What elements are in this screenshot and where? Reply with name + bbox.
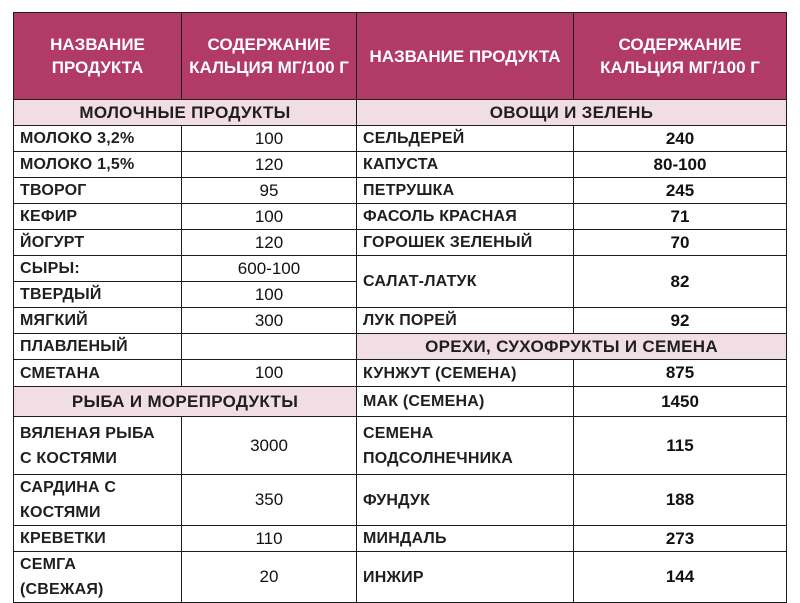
calcium-value: 92 <box>574 308 787 334</box>
product-name: КРЕВЕТКИ <box>14 526 182 552</box>
table-row <box>14 360 787 387</box>
calcium-value: 110 <box>182 526 357 552</box>
table-row <box>14 178 787 204</box>
calcium-value: 120 <box>182 152 357 178</box>
product-name: ТВЕРДЫЙ <box>14 282 182 308</box>
calcium-value: 120 <box>182 230 357 256</box>
table-row <box>14 204 787 230</box>
table-row <box>14 308 787 334</box>
product-name: ПЛАВЛЕНЫЙ <box>14 334 182 360</box>
calcium-value: 350 <box>182 475 357 526</box>
calcium-value: 245 <box>574 178 787 204</box>
product-name: САРДИНА С КОСТЯМИ <box>14 475 182 526</box>
section-vegetables: ОВОЩИ И ЗЕЛЕНЬ <box>357 100 787 126</box>
product-name: СЕМЕНА ПОДСОЛНЕЧНИКА <box>357 417 574 475</box>
product-name: ВЯЛЕНАЯ РЫБА С КОСТЯМИ <box>14 417 182 475</box>
calcium-value: 300 <box>182 308 357 334</box>
table-row <box>14 126 787 152</box>
table-row <box>14 526 787 552</box>
header-product-right: НАЗВАНИЕ ПРОДУКТА <box>357 13 574 100</box>
section-fish: РЫБА И МОРЕПРОДУКТЫ <box>14 387 357 417</box>
product-name: КЕФИР <box>14 204 182 230</box>
product-name: МОЛОКО 1,5% <box>14 152 182 178</box>
product-name: ИНЖИР <box>357 552 574 603</box>
product-name: СЕМГА (СВЕЖАЯ) <box>14 552 182 603</box>
product-name: ПЕТРУШКА <box>357 178 574 204</box>
table-row <box>14 152 787 178</box>
calcium-value: 115 <box>574 417 787 475</box>
table-row <box>14 475 787 526</box>
calcium-value: 1450 <box>574 387 787 417</box>
calcium-value: 600-100 <box>182 256 357 282</box>
product-name: ФАСОЛЬ КРАСНАЯ <box>357 204 574 230</box>
calcium-value: 3000 <box>182 417 357 475</box>
calcium-value: 100 <box>182 204 357 230</box>
calcium-value: 71 <box>574 204 787 230</box>
product-name: МОЛОКО 3,2% <box>14 126 182 152</box>
calcium-value: 70 <box>574 230 787 256</box>
product-name: ТВОРОГ <box>14 178 182 204</box>
section-nuts: ОРЕХИ, СУХОФРУКТЫ И СЕМЕНА <box>357 334 787 360</box>
product-name: САЛАТ-ЛАТУК <box>357 256 574 308</box>
calcium-value: 273 <box>574 526 787 552</box>
product-name: ГОРОШЕК ЗЕЛЕНЫЙ <box>357 230 574 256</box>
table-row <box>14 100 787 126</box>
calcium-value: 144 <box>574 552 787 603</box>
product-name: МАК (СЕМЕНА) <box>357 387 574 417</box>
calcium-value: 80-100 <box>574 152 787 178</box>
table-row <box>14 256 787 282</box>
product-name: СМЕТАНА <box>14 360 182 387</box>
header-calcium-left: СОДЕРЖАНИЕ КАЛЬЦИЯ МГ/100 Г <box>182 13 357 100</box>
product-name: ФУНДУК <box>357 475 574 526</box>
product-name: МИНДАЛЬ <box>357 526 574 552</box>
product-name: КУНЖУТ (СЕМЕНА) <box>357 360 574 387</box>
section-dairy: МОЛОЧНЫЕ ПРОДУКТЫ <box>14 100 357 126</box>
table-row <box>14 387 787 417</box>
calcium-value: 100 <box>182 126 357 152</box>
header-row <box>14 13 787 100</box>
product-name: МЯГКИЙ <box>14 308 182 334</box>
table-row <box>14 230 787 256</box>
calcium-value: 100 <box>182 360 357 387</box>
header-product-left: НАЗВАНИЕ ПРОДУКТА <box>14 13 182 100</box>
calcium-value <box>182 334 357 360</box>
calcium-value: 240 <box>574 126 787 152</box>
calcium-value: 100 <box>182 282 357 308</box>
calcium-value: 82 <box>574 256 787 308</box>
table-row <box>14 417 787 475</box>
product-name: СЕЛЬДЕРЕЙ <box>357 126 574 152</box>
product-name: КАПУСТА <box>357 152 574 178</box>
calcium-value: 95 <box>182 178 357 204</box>
product-name: СЫРЫ: <box>14 256 182 282</box>
calcium-value: 875 <box>574 360 787 387</box>
product-name: ЙОГУРТ <box>14 230 182 256</box>
table-row <box>14 334 787 360</box>
table-row <box>14 552 787 603</box>
calcium-table <box>13 12 787 603</box>
header-calcium-right: СОДЕРЖАНИЕ КАЛЬЦИЯ МГ/100 Г <box>574 13 787 100</box>
product-name: ЛУК ПОРЕЙ <box>357 308 574 334</box>
calcium-value: 20 <box>182 552 357 603</box>
calcium-value: 188 <box>574 475 787 526</box>
